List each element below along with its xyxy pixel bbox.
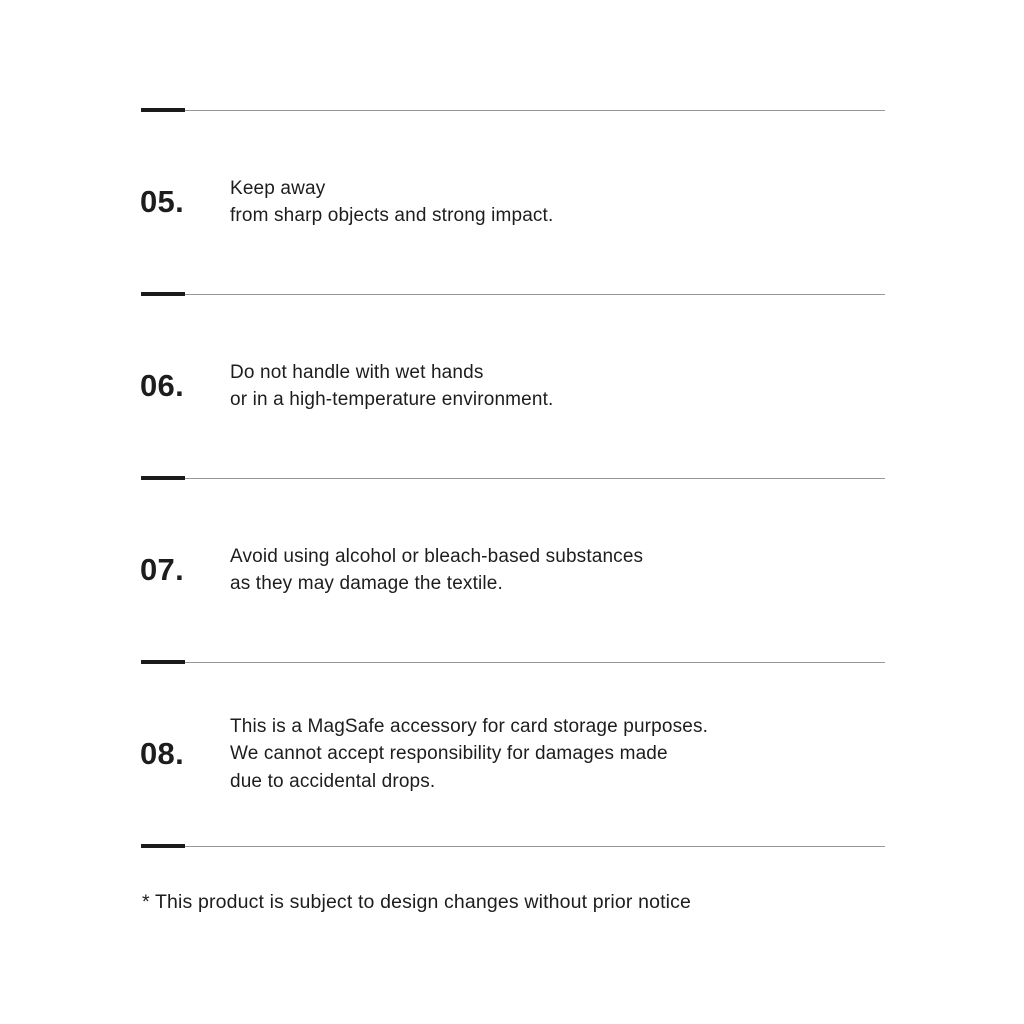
item-text: [230, 175, 553, 230]
item-text: [230, 359, 553, 414]
item-text-line: Do not handle with wet hands: [230, 361, 484, 383]
instruction-item-08: [140, 662, 885, 846]
item-number: 06.: [140, 368, 184, 403]
item-text: [230, 713, 708, 796]
instruction-item-05: [140, 110, 885, 294]
instruction-item-07: [140, 478, 885, 662]
item-number: 08.: [140, 736, 184, 771]
item-text-line: Keep away: [230, 177, 326, 199]
item-text-line: as they may damage the textile.: [230, 573, 503, 594]
item-text-line: This is a MagSafe accessory for card storage purposes.: [230, 715, 709, 737]
divider-tick: [141, 844, 185, 848]
instruction-item-06: [140, 294, 885, 478]
divider-line: [141, 846, 885, 847]
footnote: * This product is subject to design changes without prior notice: [142, 891, 692, 913]
item-text-line: from sharp objects and strong impact.: [230, 205, 554, 226]
item-text-line: or in a high-temperature environment.: [230, 389, 554, 410]
item-text-line: We cannot accept responsibility for damages made: [230, 743, 668, 765]
item-text-line: due to accidental drops.: [230, 770, 436, 792]
item-text: [230, 543, 643, 598]
item-number: 07.: [140, 552, 184, 587]
item-text-line: Avoid using alcohol or bleach-based substances: [230, 545, 644, 567]
item-number: 05.: [140, 184, 184, 219]
